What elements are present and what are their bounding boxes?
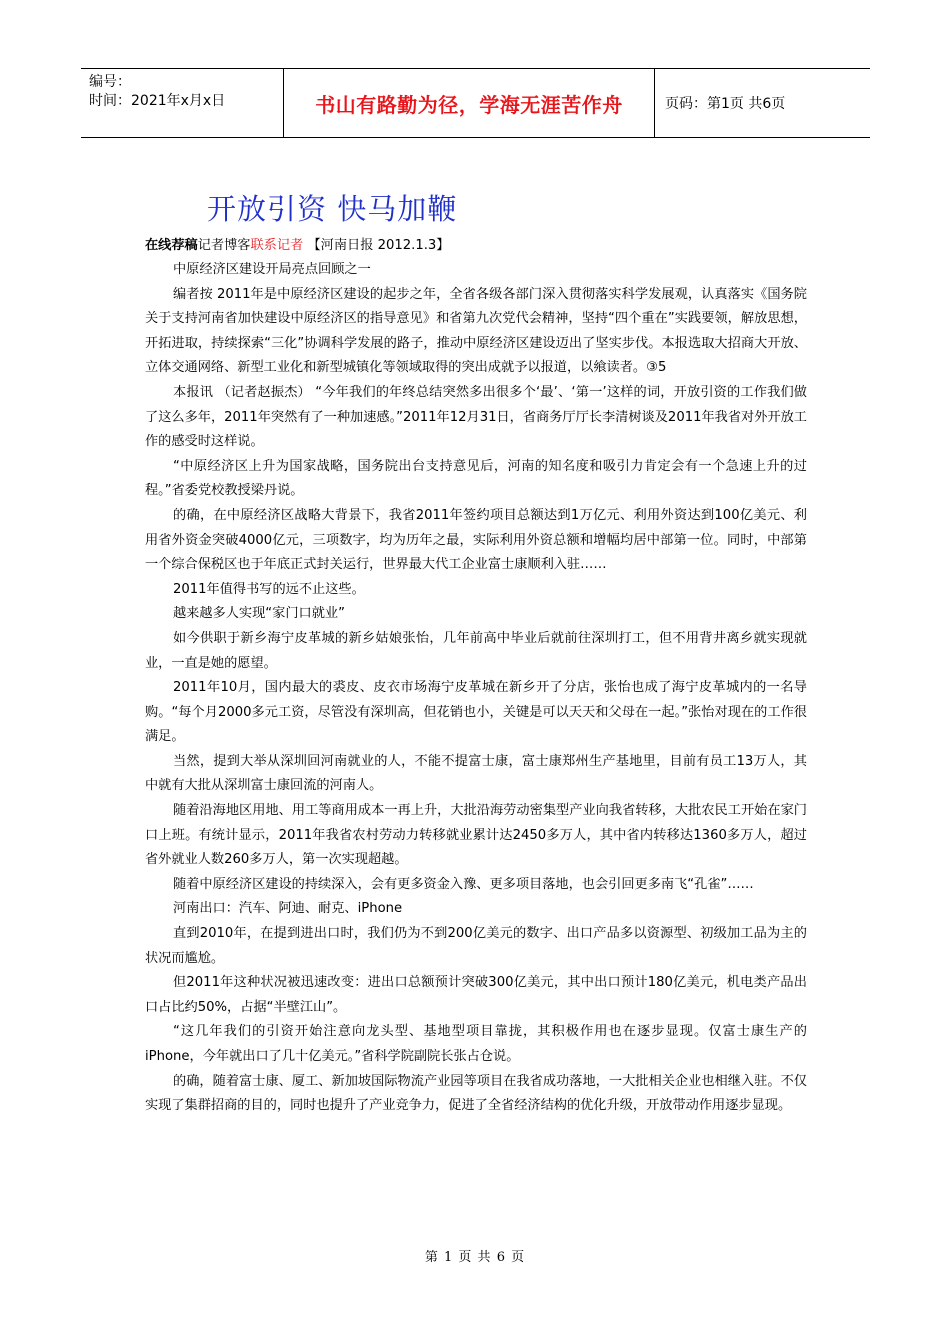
page-header — [81, 68, 870, 138]
article-paragraph: 如今供职于新乡海宁皮革城的新乡姑娘张怡，几年前高中毕业后就前往深圳打工，但不用背井离乡就实现就业，一直是她的愿望。 — [145, 630, 807, 671]
article-paragraph: 河南出口：汽车、阿迪、耐克、iPhone — [173, 901, 403, 917]
byline-contact-reporter[interactable]: 联系记者 — [250, 238, 304, 253]
article-paragraph: 随着沿海地区用地、用工等商用成本一再上升，大批沿海劳动密集型产业向我省转移，大批农民工开始在家门口上班。有统计显示，2011年我省农村劳动力转移就业累计达2450多万人，其中省内转移达1360多万人，超过省外就业人数260多万人，第一次实现超越。 — [145, 803, 807, 868]
article-paragraph: 本报讯 （记者赵振杰） “今年我们的年终总结突然多出很多个‘最’、‘第一’这样的词，开放引资的工作我们做了这么多年，2011年突然有了一种加速感。”2011年12月31日，省商务厅厅长李清树谈及2011年我省对外开放工作的感受时这样说。 — [145, 384, 807, 450]
article-paragraph: 2011年值得书写的远不止这些。 — [173, 581, 365, 597]
article-paragraph: 随着中原经济区建设的持续深入，会有更多资金入豫、更多项目落地，也会引回更多南飞“孔雀”…… — [173, 876, 754, 892]
article-paragraph: 但2011年这种状况被迅速改变：进出口总额预计突破300亿美元，其中出口预计180亿美元，机电类产品出口占比约50%，占据“半壁江山”。 — [145, 975, 807, 1015]
header-motto: 书山有路勤为径，学海无涯苦作舟 — [283, 69, 655, 137]
header-page-info: 页码：第1页 共6页 — [665, 96, 786, 112]
article-paragraph: “这几年我们的引资开始注意向龙头型、基地型项目靠拢，其积极作用也在逐步显现。仅富士康生产的iPhone，今年就出口了几十亿美元。”省科学院副院长张占仓说。 — [145, 1024, 807, 1064]
article-paragraph: 当然，提到大举从深圳回河南就业的人，不能不提富士康，富士康郑州生产基地里，目前有员工13万人，其中就有大批从深圳富士康回流的河南人。 — [145, 753, 807, 794]
article-paragraph: 越来越多人实现“家门口就业” — [173, 606, 345, 622]
document-time-label: 时间：2021年x月x日 — [89, 93, 226, 109]
article-paragraph: “中原经济区上升为国家战略，国务院出台支持意见后，河南的知名度和吸引力肯定会有一个急速上升的过程。”省委党校教授梁丹说。 — [145, 458, 807, 499]
article-paragraph: 直到2010年，在提到进出口时，我们仍为不到200亿美元的数字、出口产品多以资源型、初级加工品为主的状况而尴尬。 — [145, 926, 807, 966]
article-paragraph: 的确，在中原经济区战略大背景下，我省2011年签约项目总额达到1万亿元、利用外资达到100亿美元、利用省外资金突破4000亿元，三项数字，均为历年之最，实际利用外资总额和增幅均居中部第一位。同时，中部第一个综合保税区也于年底正式封关运行，世界最大代工企业富士康顺利入驻…… — [145, 507, 807, 573]
byline-recommend[interactable]: 在线荐稿 — [145, 238, 198, 253]
article-paragraph: 2011年10月，国内最大的裘皮、皮衣市场海宁皮革城在新乡开了分店，张怡也成了海宁皮革城内的一名导购。“每个月2000多元工资，尽管没有深圳高，但花销也小，关键是可以天天和父母在一起。”张怡对现在的工作很满足。 — [145, 680, 807, 745]
article-body — [145, 258, 807, 1119]
byline-source: 【河南日报 2012.1.3】 — [303, 238, 450, 253]
article — [145, 188, 807, 1119]
document-number-label: 编号： — [89, 74, 131, 90]
article-paragraph: 的确，随着富士康、厦工、新加坡国际物流产业园等项目在我省成功落地，一大批相关企业也相继入驻。不仅实现了集群招商的目的，同时也提升了产业竞争力，促进了全省经济结构的优化升级，开放带动作用逐步显现。 — [145, 1073, 807, 1114]
article-byline — [145, 234, 807, 258]
article-paragraph: 编者按 2011年是中原经济区建设的起步之年，全省各级各部门深入贯彻落实科学发展观，认真落实《国务院关于支持河南省加快建设中原经济区的指导意见》和省第九次党代会精神，坚持“四个重在”实践要领，解放思想，开拓进取，持续探索“三化”协调科学发展的路子，推动中原经济区建设迈出了坚实步伐。本报选取大招商大开放、立体交通网络、新型工业化和新型城镇化等领域取得的突出成就予以报道，以飨读者。③5 — [145, 286, 807, 376]
header-meta — [81, 69, 283, 137]
article-title: 开放引资 快马加鞭 — [207, 192, 458, 226]
article-paragraph: 中原经济区建设开局亮点回顾之一 — [173, 262, 371, 277]
page-footer: 第 1 页 共 6 页 — [424, 1250, 526, 1265]
byline-reporter-blog[interactable]: 记者博客 — [197, 238, 251, 253]
